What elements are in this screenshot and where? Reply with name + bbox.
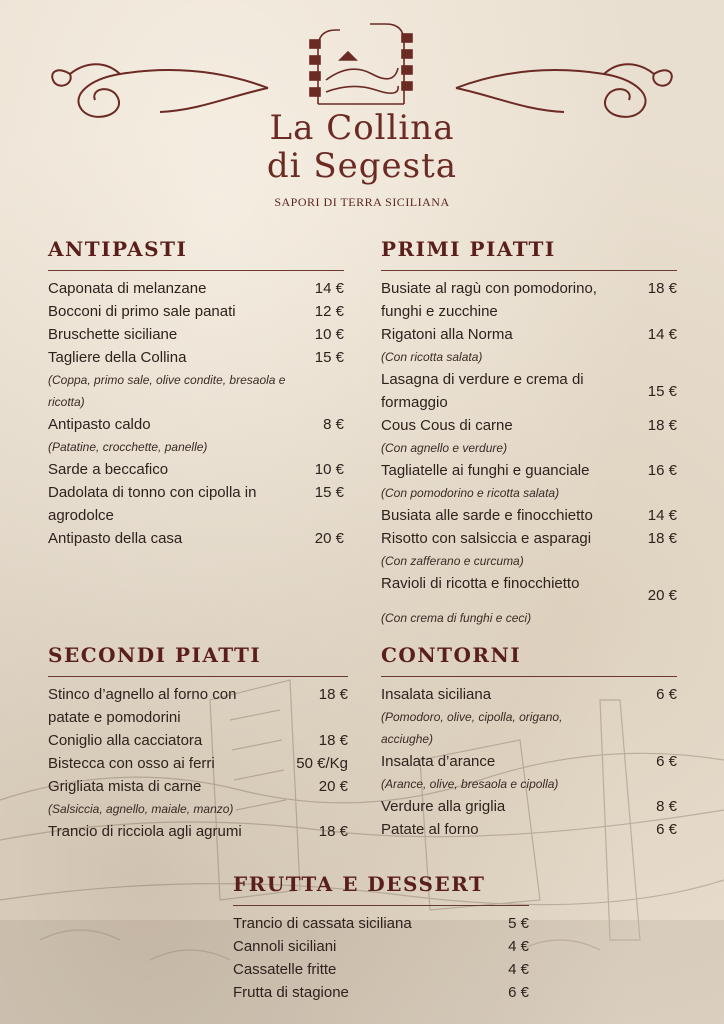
dish-price: 20 € [647, 587, 677, 604]
dish-price: 15 € [647, 383, 677, 400]
dish-name: Trancio di ricciola agli agrumi [48, 823, 242, 840]
menu-item [48, 527, 344, 550]
section-divider [233, 905, 529, 906]
menu-item [48, 729, 348, 752]
contorni-section [381, 642, 677, 841]
menu-item [381, 414, 677, 437]
dish-name: Tagliere della Collina [48, 349, 187, 366]
menu-item [48, 323, 344, 346]
menu-item [233, 958, 529, 981]
dish-price: 18 € [647, 417, 677, 434]
dish-price: 12 € [314, 303, 344, 320]
menu-item [381, 818, 677, 841]
dish-name: Patate al forno [381, 821, 479, 838]
menu-item [381, 683, 677, 706]
dish-name: Antipasto caldo [48, 416, 151, 433]
menu-item [381, 368, 677, 414]
dish-name: Insalata d’arance [381, 753, 496, 770]
dish-price: 4 € [508, 938, 529, 955]
dish-price: 18 € [647, 280, 677, 297]
menu-item [48, 300, 344, 323]
dish-price: 6 € [656, 686, 677, 703]
dish-price: 10 € [314, 326, 344, 343]
dish-price: 8 € [656, 798, 677, 815]
dish-price: 18 € [647, 530, 677, 547]
dish-name: Caponata di melanzane [48, 280, 207, 297]
section-title: ANTIPASTI [48, 237, 188, 261]
dish-note: (Pomodoro, olive, cipolla, origano, acciughe) [381, 710, 563, 746]
menu-header [0, 0, 724, 220]
menu-item [381, 527, 677, 550]
section-title: CONTORNI [381, 643, 522, 667]
dish-name: Lasagna di verdure e crema di formaggio [381, 371, 584, 411]
dessert-section [233, 871, 529, 1004]
dish-note: (Con crema di funghi e ceci) [381, 611, 532, 625]
section-title: FRUTTA E DESSERT [233, 872, 486, 896]
dish-name: Grigliata mista di carne [48, 778, 202, 795]
menu-item [48, 820, 348, 843]
dish-price: 4 € [508, 961, 529, 978]
dish-name: Bistecca con osso ai ferri [48, 755, 215, 772]
dish-note: (Coppa, primo sale, olive condite, bresaola e ricotta) [48, 373, 286, 409]
dish-name: Trancio di cassata siciliana [233, 915, 412, 932]
dish-price: 50 €/Kg [296, 755, 348, 772]
dish-price: 6 € [656, 821, 677, 838]
dish-name: Insalata siciliana [381, 686, 492, 703]
dish-name: Rigatoni alla Norma [381, 326, 513, 343]
dish-price: 15 € [314, 349, 344, 366]
dish-name: Frutta di stagione [233, 984, 349, 1001]
dish-name: Ravioli di ricotta e finocchietto [381, 575, 580, 592]
dish-name: Bruschette siciliane [48, 326, 178, 343]
menu-item [381, 750, 677, 773]
antipasti-section [48, 236, 344, 550]
menu-item [48, 683, 348, 729]
menu-item [48, 277, 344, 300]
dish-name: Antipasto della casa [48, 530, 183, 547]
dish-price: 18 € [318, 686, 348, 703]
dish-price: 14 € [647, 507, 677, 524]
dish-name: Dadolata di tonno con cipolla in agrodolce [48, 484, 257, 524]
dish-name: Sarde a beccafico [48, 461, 169, 478]
menu-item [381, 504, 677, 527]
dish-name: Cannoli siciliani [233, 938, 337, 955]
dish-price: 20 € [318, 778, 348, 795]
section-divider [381, 270, 677, 271]
dish-name: Tagliatelle ai funghi e guanciale [381, 462, 590, 479]
menu-item [381, 572, 677, 607]
menu-item [381, 459, 677, 482]
dish-name: Cous Cous di carne [381, 417, 513, 434]
section-divider [48, 676, 348, 677]
dish-name: Coniglio alla cacciatora [48, 732, 203, 749]
dish-name: Busiate al ragù con pomodorino, funghi e zucchine [381, 280, 597, 320]
dish-price: 18 € [318, 823, 348, 840]
menu-item [48, 413, 344, 436]
dish-price: 16 € [647, 462, 677, 479]
section-divider [381, 676, 677, 677]
section-title: PRIMI PIATTI [381, 237, 556, 261]
menu-item [48, 458, 344, 481]
menu-item [381, 277, 677, 323]
dish-note: (Con agnello e verdure) [381, 441, 508, 455]
dish-price: 8 € [323, 416, 344, 433]
primi-section [381, 236, 677, 629]
menu-item [233, 935, 529, 958]
dish-price: 6 € [656, 753, 677, 770]
dish-note: (Salsiccia, agnello, maiale, manzo) [48, 802, 234, 816]
dish-note: (Con pomodorino e ricotta salata) [381, 486, 560, 500]
dish-name: Risotto con salsiccia e asparagi [381, 530, 592, 547]
dish-price: 10 € [314, 461, 344, 478]
dish-price: 18 € [318, 732, 348, 749]
menu-item [48, 775, 348, 798]
menu-item [48, 481, 344, 527]
menu-item [233, 981, 529, 1004]
dish-name: Stinco d’agnello al forno con patate e pomodorini [48, 686, 237, 726]
menu-item [48, 346, 344, 369]
dish-price: 5 € [508, 915, 529, 932]
dish-price: 15 € [314, 484, 344, 501]
dish-note: (Con ricotta salata) [381, 350, 483, 364]
brand-name-line2: di Segesta [266, 146, 458, 186]
dish-name: Verdure alla griglia [381, 798, 506, 815]
section-title: SECONDI PIATTI [48, 643, 262, 667]
section-divider [48, 270, 344, 271]
menu-item [233, 912, 529, 935]
dish-name: Bocconi di primo sale panati [48, 303, 236, 320]
brand-tagline: SAPORI DI TERRA SICILIANA [274, 195, 450, 209]
brand-name-line1: La Collina [269, 108, 455, 148]
dish-name: Busiata alle sarde e finocchietto [381, 507, 593, 524]
menu-item [381, 323, 677, 346]
dish-note: (Arance, olive, bresaola e cipolla) [381, 777, 559, 791]
dish-name: Cassatelle fritte [233, 961, 337, 978]
menu-item [48, 752, 348, 775]
arch-landscape-logo [310, 24, 412, 104]
dish-price: 14 € [314, 280, 344, 297]
secondi-section [48, 642, 348, 843]
menu-item [381, 795, 677, 818]
dish-note: (Patatine, crocchette, panelle) [48, 440, 208, 454]
dish-price: 6 € [508, 984, 529, 1001]
dish-note: (Con zafferano e curcuma) [381, 554, 524, 568]
dish-price: 14 € [647, 326, 677, 343]
dish-price: 20 € [314, 530, 344, 547]
